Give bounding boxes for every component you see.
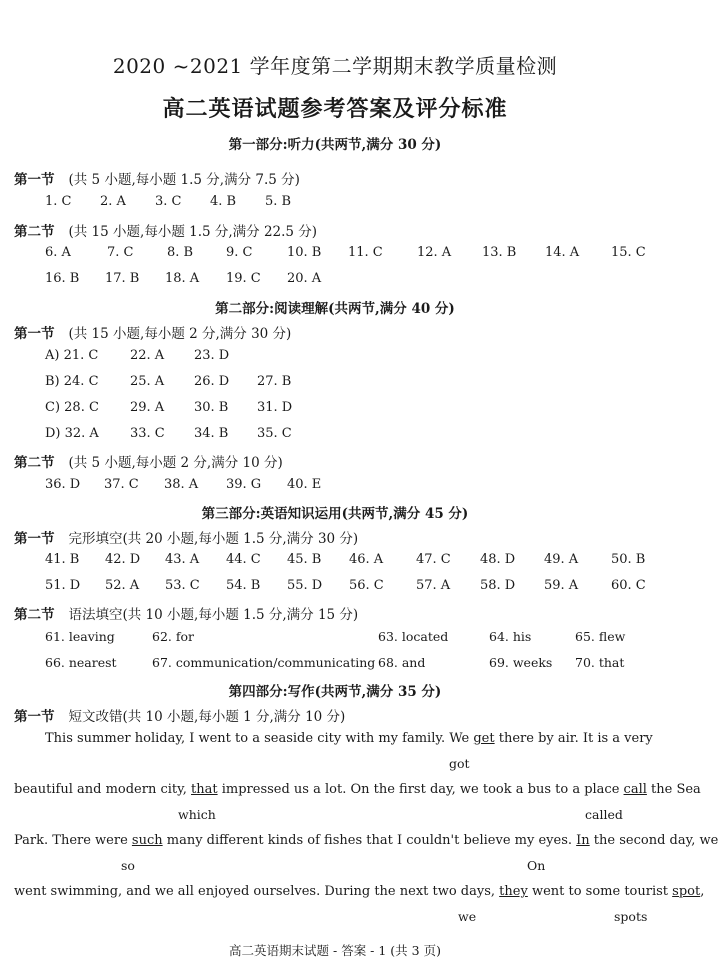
- answer-row: [0, 477, 670, 497]
- section-desc: (共 5 小题,每小题 1.5 分,满分 7.5 分): [68, 172, 300, 188]
- answer-row: [0, 374, 670, 394]
- section-label: 第一节: [14, 326, 55, 342]
- correction-word: which: [178, 807, 216, 822]
- answer-item: 29. A: [130, 400, 165, 415]
- answer-row: [0, 271, 670, 291]
- answer-key-subtitle: 高二英语试题参考答案及评分标准: [162, 96, 508, 122]
- answer-item: 7. C: [107, 245, 134, 260]
- section-heading: [14, 220, 317, 240]
- error-word: get: [473, 731, 495, 746]
- answer-item: 59. A: [544, 578, 579, 593]
- answer-item: 23. D: [194, 348, 230, 363]
- section-desc: (共 15 小题,每小题 2 分,满分 30 分): [68, 326, 292, 342]
- error-word: such: [131, 833, 163, 848]
- answer-item: 38. A: [164, 477, 199, 492]
- answer-item: C) 28. C: [45, 400, 99, 415]
- section-heading: [14, 603, 358, 623]
- answer-item: 60. C: [611, 578, 646, 593]
- answer-item: 61. leaving: [45, 629, 115, 644]
- section-label: 第二节: [14, 455, 55, 471]
- part-heading: 第一部分:听力(共两节,满分 30 分): [228, 137, 442, 153]
- section-label: 第一节: [14, 709, 55, 725]
- answer-item: 55. D: [287, 578, 323, 593]
- answer-item: 2. A: [100, 194, 126, 209]
- answer-item: 62. for: [152, 629, 194, 644]
- answer-item: 44. C: [226, 552, 261, 567]
- answer-item: 50. B: [611, 552, 646, 567]
- answer-row: [0, 655, 670, 675]
- answer-item: 5. B: [265, 194, 292, 209]
- answer-item: 37. C: [104, 477, 139, 492]
- answer-item: 42. D: [105, 552, 141, 567]
- section-label: 第二节: [14, 224, 55, 240]
- correction-word: On: [527, 858, 546, 873]
- section-desc: 短文改错(共 10 小题,每小题 1 分,满分 10 分): [68, 709, 346, 725]
- answer-item: 6. A: [45, 245, 71, 260]
- answer-item: 57. A: [416, 578, 451, 593]
- essay-line: [45, 731, 653, 746]
- essay-line: [14, 782, 701, 797]
- answer-item: 39. G: [226, 477, 262, 492]
- answer-item: 35. C: [257, 426, 292, 441]
- answer-item: 43. A: [165, 552, 200, 567]
- answer-item: 9. C: [226, 245, 253, 260]
- answer-item: 48. D: [480, 552, 516, 567]
- error-word: In: [576, 833, 590, 848]
- answer-item: 16. B: [45, 271, 80, 286]
- section-desc: 语法填空(共 10 小题,每小题 1.5 分,满分 15 分): [68, 607, 359, 623]
- essay-text: went to some tourist: [527, 884, 673, 899]
- section-heading: [14, 168, 300, 188]
- answer-item: 12. A: [417, 245, 452, 260]
- answer-item: 27. B: [257, 374, 292, 389]
- answer-item: 26. D: [194, 374, 230, 389]
- section-heading: [14, 705, 345, 725]
- answer-item: 13. B: [482, 245, 517, 260]
- section-heading: [14, 322, 291, 342]
- essay-line: [14, 884, 704, 899]
- essay-text: ,: [700, 884, 705, 899]
- answer-item: 65. flew: [575, 629, 626, 644]
- part-heading: 第三部分:英语知识运用(共两节,满分 45 分): [201, 506, 469, 522]
- answer-row: [0, 194, 670, 214]
- error-word: spot: [672, 884, 701, 899]
- essay-text: This summer holiday, I went to a seaside city with my family. We: [45, 731, 474, 746]
- answer-item: 70. that: [575, 655, 625, 670]
- essay-text: the Sea: [646, 782, 701, 797]
- answer-item: 10. B: [287, 245, 322, 260]
- answer-item: 69. weeks: [489, 655, 553, 670]
- answer-item: 51. D: [45, 578, 81, 593]
- answer-item: 53. C: [165, 578, 200, 593]
- answer-item: 33. C: [130, 426, 165, 441]
- essay-text: there by air. It is a very: [494, 731, 653, 746]
- answer-row: [0, 348, 670, 368]
- essay-text: beautiful and modern city,: [14, 782, 192, 797]
- essay-text: Park. There were: [14, 833, 132, 848]
- answer-item: 66. nearest: [45, 655, 117, 670]
- answer-item: 68. and: [378, 655, 426, 670]
- answer-row: [0, 400, 670, 420]
- correction-word: spots: [614, 909, 648, 924]
- answer-item: 19. C: [226, 271, 261, 286]
- section-heading: [14, 451, 283, 471]
- error-word: that: [191, 782, 218, 797]
- answer-item: 4. B: [210, 194, 237, 209]
- answer-row: [0, 426, 670, 446]
- answer-row: [0, 245, 670, 265]
- error-word: call: [623, 782, 647, 797]
- correction-word: called: [585, 807, 623, 822]
- essay-text: impressed us a lot. On the first day, we took a bus to a place: [217, 782, 624, 797]
- section-desc: (共 15 小题,每小题 1.5 分,满分 22.5 分): [68, 224, 318, 240]
- part-heading: 第二部分:阅读理解(共两节,满分 40 分): [215, 301, 455, 317]
- section-heading: [14, 527, 358, 547]
- page-footer: 高二英语期末试题 - 答案 - 1 (共 3 页): [229, 943, 441, 958]
- answer-item: 30. B: [194, 400, 229, 415]
- answer-item: 67. communication/communicating: [152, 655, 376, 670]
- answer-item: 1. C: [45, 194, 72, 209]
- section-desc: 完形填空(共 20 小题,每小题 1.5 分,满分 30 分): [68, 531, 359, 547]
- answer-row: [0, 629, 670, 649]
- answer-item: 56. C: [349, 578, 384, 593]
- answer-item: 49. A: [544, 552, 579, 567]
- section-label: 第二节: [14, 607, 55, 623]
- answer-item: 31. D: [257, 400, 293, 415]
- exam-title: 2020 ~2021 学年度第二学期期末教学质量检测: [112, 54, 558, 78]
- answer-item: 17. B: [105, 271, 140, 286]
- section-label: 第一节: [14, 172, 55, 188]
- answer-item: 63. located: [378, 629, 449, 644]
- essay-text: many different kinds of fishes that I couldn't believe my eyes.: [162, 833, 577, 848]
- error-word: they: [499, 884, 528, 899]
- answer-item: 58. D: [480, 578, 516, 593]
- answer-item: 45. B: [287, 552, 322, 567]
- part-heading: 第四部分:写作(共两节,满分 35 分): [228, 684, 442, 700]
- answer-item: 20. A: [287, 271, 322, 286]
- answer-item: 54. B: [226, 578, 261, 593]
- section-label: 第一节: [14, 531, 55, 547]
- answer-item: 11. C: [348, 245, 383, 260]
- answer-item: 22. A: [130, 348, 165, 363]
- answer-item: 3. C: [155, 194, 182, 209]
- answer-row: [0, 552, 670, 572]
- answer-item: D) 32. A: [45, 426, 99, 441]
- answer-item: 64. his: [489, 629, 532, 644]
- answer-item: 41. B: [45, 552, 80, 567]
- answer-item: 46. A: [349, 552, 384, 567]
- answer-item: 47. C: [416, 552, 451, 567]
- essay-text: the second day, we: [589, 833, 718, 848]
- answer-item: 40. E: [287, 477, 322, 492]
- correction-word: we: [458, 909, 477, 924]
- answer-item: 25. A: [130, 374, 165, 389]
- answer-item: 15. C: [611, 245, 646, 260]
- answer-item: 36. D: [45, 477, 81, 492]
- answer-item: 34. B: [194, 426, 229, 441]
- answer-item: 8. B: [167, 245, 194, 260]
- answer-item: B) 24. C: [45, 374, 99, 389]
- correction-word: got: [449, 756, 470, 771]
- essay-text: went swimming, and we all enjoyed ourselves. During the next two days,: [14, 884, 500, 899]
- correction-word: so: [121, 858, 135, 873]
- answer-item: 14. A: [545, 245, 580, 260]
- essay-line: [14, 833, 718, 848]
- answer-row: [0, 578, 670, 598]
- answer-item: A) 21. C: [45, 348, 99, 363]
- section-desc: (共 5 小题,每小题 2 分,满分 10 分): [68, 455, 283, 471]
- answer-item: 52. A: [105, 578, 140, 593]
- answer-item: 18. A: [165, 271, 200, 286]
